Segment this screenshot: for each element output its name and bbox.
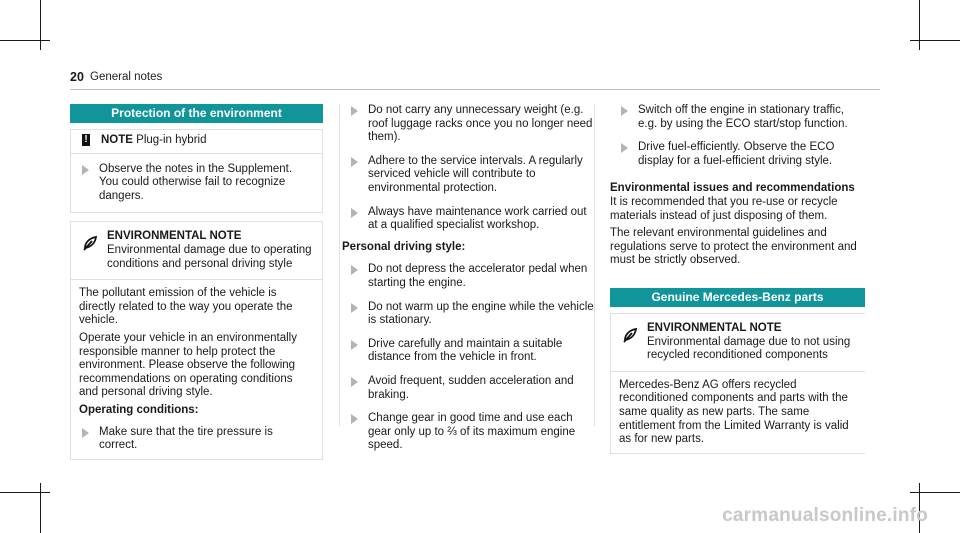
list-item-text: Change gear in good time and use each gear only up to ⅔ of its maximum engine speed.	[368, 412, 576, 452]
list-item-text: Adhere to the service intervals. A regularly serviced vehicle will contribute to environmental protection.	[368, 154, 583, 194]
arrow-bullet-icon	[351, 265, 358, 275]
list-item	[79, 426, 314, 453]
column-rule	[594, 104, 595, 426]
arrow-bullet-icon	[351, 377, 358, 387]
list-item-text: Do not warm up the engine while the vehicle is stationary.	[368, 300, 594, 327]
arrow-bullet-icon	[82, 428, 89, 438]
header-rule	[70, 89, 880, 90]
subheading: Environmental issues and recommendations	[610, 182, 855, 195]
middle-column	[340, 104, 594, 453]
list-item	[340, 301, 594, 328]
crop-mark	[910, 492, 960, 493]
list-item-text: Do not depress the accelerator pedal when starting the engine.	[368, 263, 588, 289]
list-item	[340, 155, 594, 196]
env-note-header	[611, 314, 865, 371]
environmental-note-box	[610, 313, 865, 454]
crop-mark	[40, 483, 41, 533]
list-item	[340, 263, 594, 290]
env-note-label: ENVIRONMENTAL NOTE	[107, 230, 242, 243]
arrow-bullet-icon	[351, 414, 358, 424]
note-header	[71, 130, 322, 153]
list-item-text: Observe the notes in the Supplement. You could otherwise fail to recognize dangers.	[99, 162, 293, 202]
list-item-text: Always have maintenance work carried out at a qualified specialist workshop.	[368, 205, 587, 232]
arrow-bullet-icon	[621, 106, 628, 116]
environmental-note-box	[70, 221, 323, 459]
list-item	[340, 206, 594, 233]
arrow-bullet-icon	[351, 106, 358, 116]
list-item-text: Drive carefully and maintain a suitable distance from the vehicle in front.	[368, 337, 563, 364]
list-item	[71, 154, 322, 213]
list-item	[340, 104, 594, 145]
arrow-bullet-icon	[351, 303, 358, 313]
list-item-text: Drive fuel-efficiently. Observe the ECO display for a fuel-efficient driving style.	[638, 141, 835, 167]
list-item	[340, 375, 594, 402]
left-column	[70, 104, 323, 460]
env-note-body	[611, 372, 865, 453]
environment-icon	[81, 234, 99, 252]
crop-mark	[919, 0, 920, 50]
crop-mark	[40, 0, 41, 50]
env-note-label: ENVIRONMENTAL NOTE	[647, 321, 782, 334]
list-item-text: Make sure that the tire pressure is correct.	[99, 425, 273, 452]
crop-mark	[910, 40, 960, 41]
list-item	[610, 141, 865, 168]
arrow-bullet-icon	[82, 165, 89, 175]
environment-icon	[621, 326, 639, 344]
list-item	[340, 412, 594, 453]
note-text: Plug-in hybrid	[136, 134, 207, 146]
page-header-title: General notes	[90, 71, 163, 83]
list-item-text: Switch off the engine in stationary traffic, e.g. by using the ECO start/stop function.	[638, 104, 848, 130]
watermark: carmanualsonline.info	[722, 505, 928, 526]
section-banner: Protection of the environment	[70, 104, 323, 123]
crop-mark	[0, 40, 50, 41]
list-item	[340, 338, 594, 365]
page-number: 20	[70, 70, 84, 84]
arrow-bullet-icon	[351, 208, 358, 218]
note-box	[70, 129, 323, 213]
note-label: NOTE	[101, 134, 133, 146]
list-item-text: Do not carry any unnecessary weight (e.g. roof luggage racks once you no longer need them).	[368, 104, 593, 144]
exclamation-icon: !	[82, 134, 90, 146]
subheading: Personal driving style:	[342, 240, 466, 253]
env-note-body	[71, 280, 322, 459]
env-note-text: Environmental damage due to not using recycled reconditioned components	[647, 335, 851, 362]
env-note-text: Environmental damage due to operating conditions and personal driving style	[107, 243, 312, 270]
right-column	[610, 104, 865, 454]
arrow-bullet-icon	[351, 157, 358, 167]
section-banner: Genuine Mercedes-Benz parts	[610, 288, 865, 307]
paragraph: The pollutant emission of the vehicle is directly related to the way you operate the vehicle.	[79, 287, 293, 327]
env-note-header	[71, 222, 322, 279]
list-item	[610, 104, 865, 131]
crop-mark	[0, 492, 50, 493]
arrow-bullet-icon	[621, 143, 628, 153]
paragraph: It is recommended that you re-use or recycle materials instead of just disposing of them.	[610, 195, 838, 222]
paragraph: Operate your vehicle in an environmentally responsible manner to help protect the environment. Please observe the following recommendations on operating conditions and personal driving style.	[79, 331, 297, 399]
paragraph: Mercedes-Benz AG offers recycled reconditioned components and parts with the same quality as new parts. The same entitlement from the Limited Warranty is valid as for new parts.	[619, 378, 849, 446]
paragraph: The relevant environmental guidelines and regulations serve to protect the environment and must be strictly observed.	[610, 227, 857, 267]
list-item-text: Avoid frequent, sudden acceleration and braking.	[368, 374, 574, 401]
subheading: Operating conditions:	[79, 403, 199, 416]
arrow-bullet-icon	[351, 340, 358, 350]
